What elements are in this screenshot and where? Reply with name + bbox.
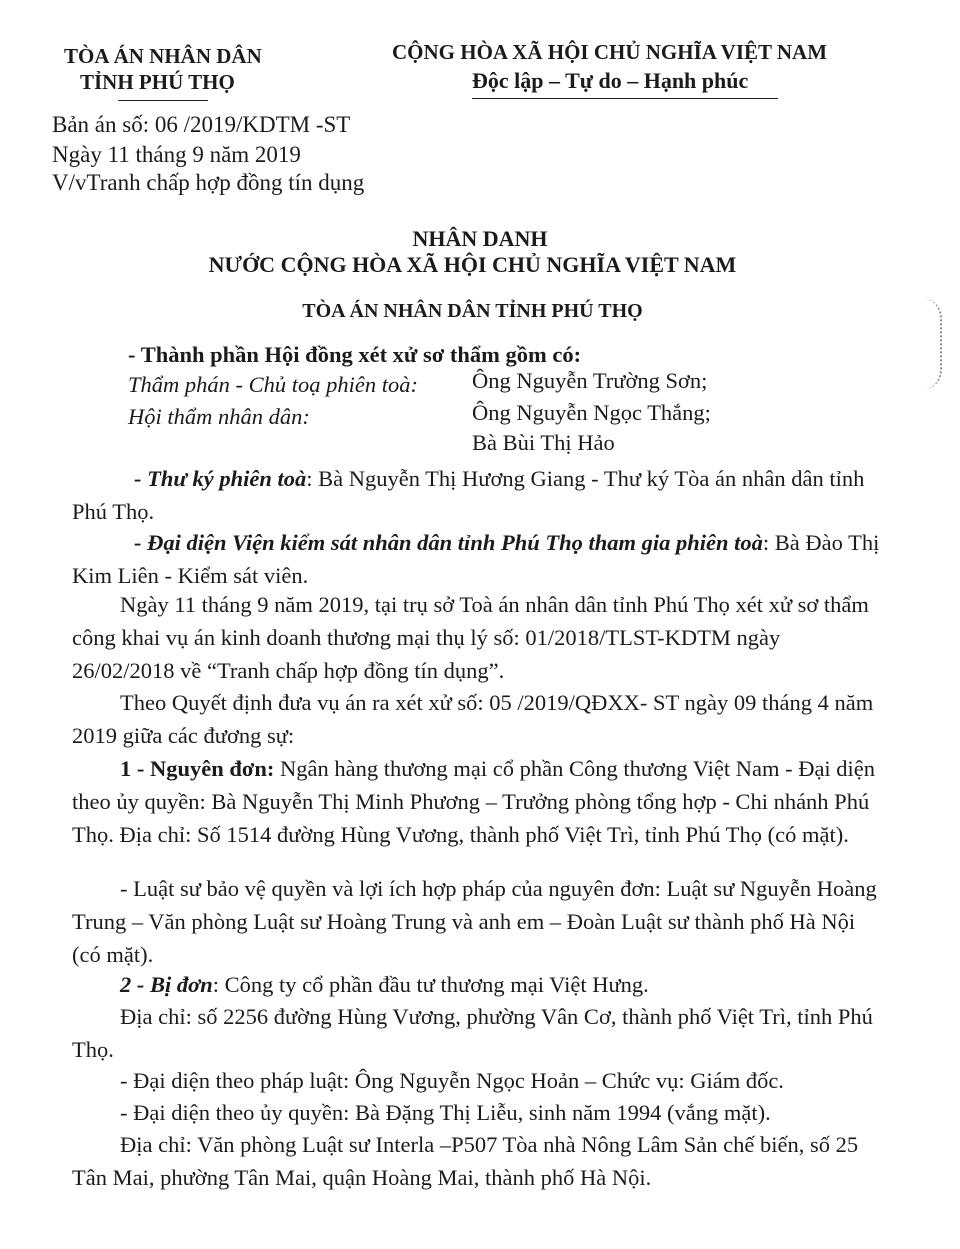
- court-name-line2: TỈNH PHÚ THỌ: [80, 70, 235, 94]
- defendant-text: : Công ty cổ phần đầu tư thương mại Việt Hưng.: [212, 972, 649, 997]
- plaintiff-label: 1 - Nguyên đơn:: [120, 756, 275, 781]
- procuracy-label: - Đại diện Viện kiểm sát nhân dân tỉnh Phú Thọ tham gia phiên toà: [134, 530, 763, 555]
- defendant-paragraph: [72, 968, 887, 1001]
- assessor-label: Hội thẩm nhân dân:: [128, 404, 310, 429]
- court-underline: [118, 100, 208, 101]
- stamp-edge: [922, 298, 942, 390]
- defendant-address: Địa chỉ: số 2256 đường Hùng Vương, phường Vân Cơ, thành phố Việt Trì, tỉnh Phú Thọ.: [72, 1004, 873, 1062]
- court-name-line1: TÒA ÁN NHÂN DÂN: [64, 44, 262, 68]
- judge-name: Ông Nguyễn Trường Sơn;: [472, 368, 708, 393]
- decision-paragraph: Theo Quyết định đưa vụ án ra xét xử số: 05 /2019/QĐXX- ST ngày 09 tháng 4 năm 2019 giữa các đương sự:: [72, 690, 874, 748]
- nation-motto: Độc lập – Tự do – Hạnh phúc: [472, 68, 749, 93]
- defendant-label: 2 - Bị đơn: [120, 972, 213, 997]
- title-court: TÒA ÁN NHÂN DÂN TỈNH PHÚ THỌ: [302, 300, 643, 322]
- nation-title: CỘNG HÒA XÃ HỘI CHỦ NGHĨA VIỆT NAM: [392, 40, 828, 64]
- procuracy-text: : Bà Đào Thị Kim Liên - Kiểm sát viên.: [72, 530, 880, 588]
- plaintiff-paragraph: [72, 752, 887, 851]
- title-nation: NƯỚC CỘNG HÒA XÃ HỘI CHỦ NGHĨA VIỆT NAM: [208, 252, 737, 277]
- lawyer-paragraph: - Luật sư bảo vệ quyền và lợi ích hợp pháp của nguyên đơn: Luật sư Nguyễn Hoàng Trung – Văn phòng Luật sư Hoàng Trung và anh em – Đoàn Luật sư thành phố Hà Nội (có mặt).: [72, 876, 877, 967]
- case-date: Ngày 11 tháng 9 năm 2019: [52, 142, 301, 167]
- legal-representative: - Đại diện theo pháp luật: Ông Nguyễn Ngọc Hoản – Chức vụ: Giám đốc.: [120, 1068, 784, 1093]
- authorized-representative: - Đại diện theo ủy quyền: Bà Đặng Thị Liễu, sinh năm 1994 (vắng mặt).: [120, 1100, 771, 1125]
- trial-paragraph: Ngày 11 tháng 9 năm 2019, tại trụ sở Toà án nhân dân tỉnh Phú Thọ xét xử sơ thẩm công khai vụ án kinh doanh thương mại thụ lý số: 01/2018/TLST-KDTM ngày 26/02/2018 về “Tranh chấp hợp đồng tín dụng”.: [72, 592, 869, 683]
- procuracy-paragraph: [72, 526, 887, 592]
- title-in-the-name: NHÂN DANH: [412, 226, 548, 251]
- plaintiff-text: Ngân hàng thương mại cổ phần Công thương Việt Nam - Đại diện theo ủy quyền: Bà Nguyễn Thị Minh Phương – Trưởng phòng tổng hợp - Chi nhánh Phú Thọ. Địa chỉ: Số 1514 đường Hùng Vương, thành phố Việt Trì, tỉnh Phú Thọ (có mặt).: [72, 756, 876, 847]
- motto-underline: [472, 98, 778, 99]
- assessor-name-1: Ông Nguyễn Ngọc Thắng;: [472, 400, 711, 425]
- clerk-paragraph: [72, 462, 887, 528]
- assessor-name-2: Bà Bùi Thị Hảo: [472, 430, 615, 455]
- case-subject: V/vTranh chấp hợp đồng tín dụng: [52, 170, 365, 195]
- clerk-text: : Bà Nguyễn Thị Hương Giang - Thư ký Tòa án nhân dân tỉnh Phú Thọ.: [72, 466, 865, 524]
- case-number: Bản án số: 06 /2019/KDTM -ST: [52, 112, 351, 137]
- clerk-label: - Thư ký phiên toà: [134, 466, 307, 491]
- panel-heading: - Thành phần Hội đồng xét xử sơ thẩm gồm có:: [128, 342, 582, 367]
- judge-label: Thẩm phán - Chủ toạ phiên toà:: [128, 372, 418, 397]
- authorized-address: Địa chỉ: Văn phòng Luật sư Interla –P507 Tòa nhà Nông Lâm Sản chế biến, số 25 Tân Mai, phường Tân Mai, quận Hoàng Mai, thành phố Hà Nội.: [72, 1132, 859, 1190]
